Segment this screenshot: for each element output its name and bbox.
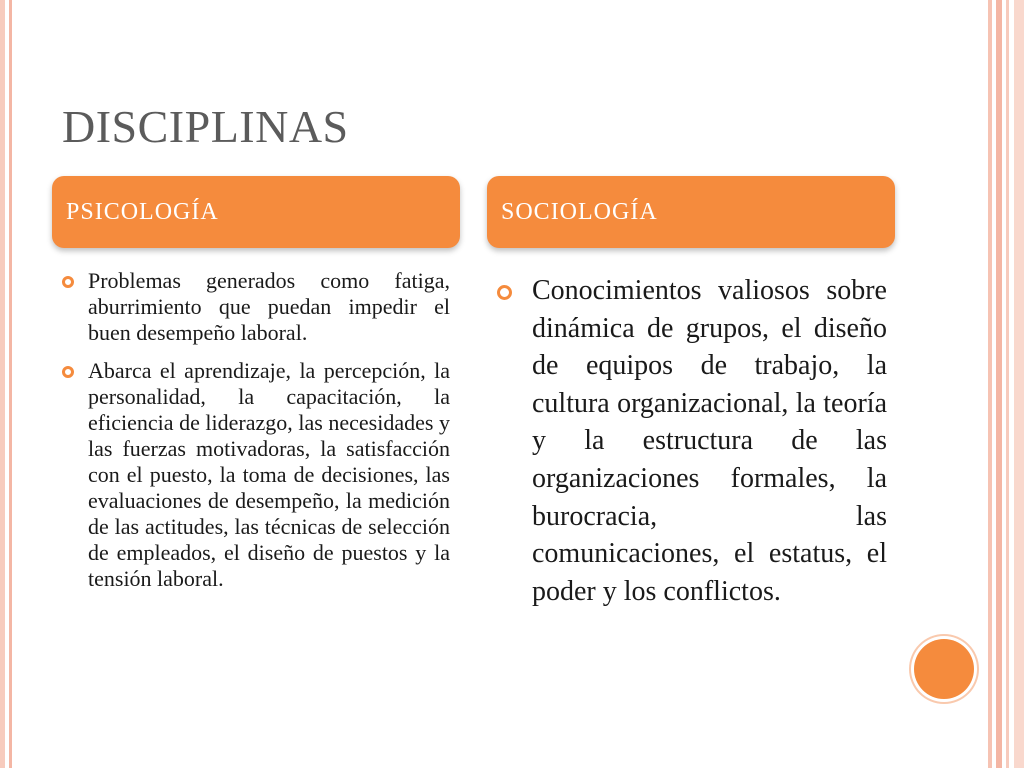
decorative-circle xyxy=(914,639,974,699)
sociologia-header-label: SOCIOLOGÍA xyxy=(501,198,658,225)
psicologia-content xyxy=(62,268,450,604)
bullet-circle-icon xyxy=(62,276,74,288)
list-item xyxy=(62,358,450,592)
right-decorative-stripe xyxy=(1006,0,1009,768)
list-item xyxy=(62,268,450,346)
left-decorative-stripe xyxy=(0,0,5,768)
bullet-text: Abarca el aprendizaje, la percepción, la personalidad, la capacitación, la eficiencia de liderazgo, las necesidades y las fuerzas motivadoras, la satisfacción con el puesto, la toma de decisiones, las evaluaciones de desempeño, la medición de las actitudes, las técnicas de selección de empleados, el diseño de puestos y la tensión laboral. xyxy=(88,358,450,591)
slide-title: DISCIPLINAS xyxy=(62,101,349,152)
sociologia-content xyxy=(497,272,887,622)
left-decorative-stripe-thin xyxy=(9,0,12,768)
bullet-circle-icon xyxy=(62,366,74,378)
bullet-text: Problemas generados como fatiga, aburrimiento que puedan impedir el buen desempeño laboral. xyxy=(88,268,450,345)
list-item xyxy=(497,272,887,610)
right-decorative-stripe xyxy=(1014,0,1024,768)
right-decorative-stripe xyxy=(996,0,1002,768)
psicologia-header-label: PSICOLOGÍA xyxy=(66,198,219,225)
bullet-text: Conocimientos valiosos sobre dinámica de grupos, el diseño de equipos de trabajo, la cultura organizacional, la teoría y la estructura de las organizaciones formales, la burocracia, las comunicaciones, el estatus, el poder y los conflictos. xyxy=(532,275,887,607)
right-decorative-stripe xyxy=(988,0,992,768)
bullet-circle-icon xyxy=(497,285,512,300)
psicologia-header xyxy=(52,176,460,248)
sociologia-header xyxy=(487,176,895,248)
